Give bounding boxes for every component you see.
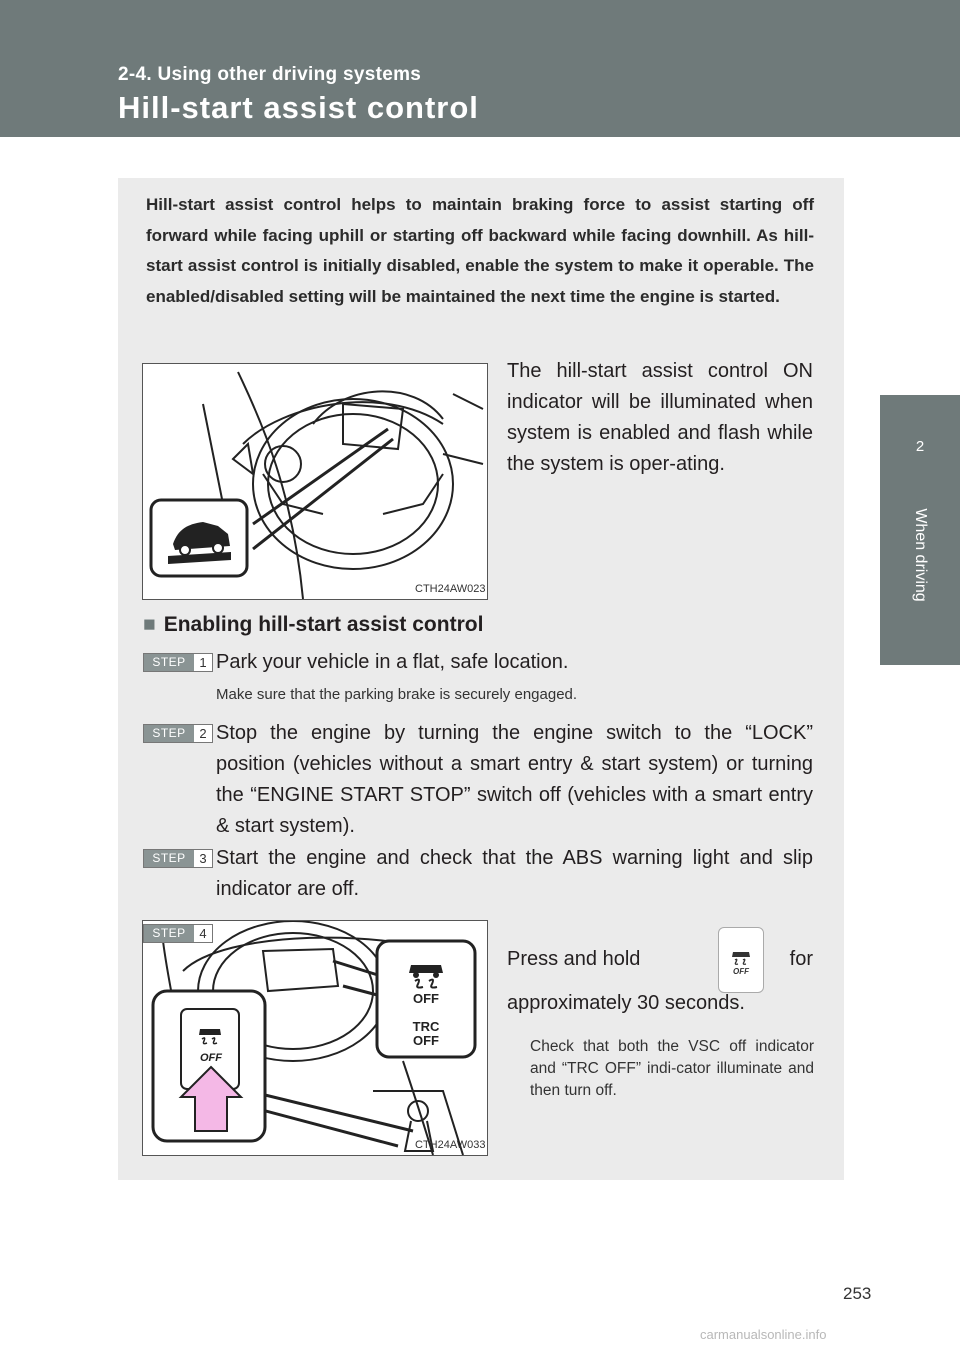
step-number: 2 bbox=[199, 726, 207, 741]
step-4-note: Check that both the VSC off indicator and “TRC OFF” indi-cator illuminate and then turn off. bbox=[530, 1038, 814, 1099]
trc-off-indicator-label: OFF bbox=[413, 1033, 439, 1048]
indicator-description: The hill-start assist control ON indicator will be illuminated when system is enabled and flash while the system is oper-ating. bbox=[507, 360, 813, 475]
intro-paragraph: Hill-start assist control helps to maintain braking force to assist starting off forward while facing uphill or starting off backward while facing downhill. As hill-start assist control is initially disabled, enable the system to make it operable. The enabled/disabled setting will be maintained the next time the engine is started. bbox=[146, 195, 814, 306]
vsc-off-indicator-label: OFF bbox=[413, 991, 439, 1006]
figure-code: CTH24AW033 bbox=[415, 1139, 486, 1151]
trc-indicator-label: TRC bbox=[412, 1019, 440, 1034]
chapter-number: 2 bbox=[915, 438, 925, 455]
step-1-badge bbox=[143, 653, 213, 672]
step-4-press-line-2: approximately 30 seconds. bbox=[507, 992, 745, 1014]
vsc-off-switch-label: OFF bbox=[733, 967, 749, 976]
chapter-side-tab[interactable] bbox=[880, 395, 960, 665]
step-1-text: Park your vehicle in a flat, safe location. bbox=[216, 651, 569, 673]
section-label: 2-4. Using other driving systems bbox=[118, 64, 422, 85]
step-word: STEP bbox=[144, 925, 194, 942]
press-after-text: for bbox=[789, 948, 813, 970]
page-title: Hill-start assist control bbox=[118, 90, 479, 125]
step-3-text: Start the engine and check that the ABS warning light and slip indicator are off. bbox=[216, 847, 813, 900]
heading-text: Enabling hill-start assist control bbox=[163, 613, 484, 636]
step-3-badge bbox=[143, 849, 213, 868]
vsc-off-button-label: OFF bbox=[200, 1052, 222, 1064]
enabling-heading bbox=[143, 613, 483, 637]
step-word: STEP bbox=[144, 725, 194, 742]
step-2-badge bbox=[143, 724, 213, 743]
step-2-text: Stop the engine by turning the engine switch to the “LOCK” position (vehicles without a smart entry & start system) or turning the “ENGINE START STOP” switch off (vehicles with a smart entry & start system). bbox=[216, 722, 813, 837]
vsc-off-switch-icon bbox=[718, 927, 764, 993]
step-word: STEP bbox=[144, 850, 194, 867]
step-number: 3 bbox=[199, 851, 207, 866]
heading-marker: ■ bbox=[143, 613, 156, 636]
step-4-badge bbox=[143, 924, 213, 943]
footer-watermark: carmanualsonline.info bbox=[700, 1327, 827, 1342]
step-number: 4 bbox=[199, 926, 207, 941]
switch-location-illustration bbox=[143, 921, 487, 1155]
figure-vsc-off-switch bbox=[142, 920, 488, 1156]
figure-code: CTH24AW023 bbox=[415, 583, 486, 595]
page-number: 253 bbox=[843, 1284, 872, 1303]
step-number: 1 bbox=[199, 655, 207, 670]
step-4-press-line bbox=[507, 944, 813, 975]
header-band bbox=[0, 0, 960, 137]
press-before-text: Press and hold bbox=[507, 948, 641, 970]
step-1-note: Make sure that the parking brake is securely engaged. bbox=[216, 686, 578, 703]
step-word: STEP bbox=[144, 654, 194, 671]
dashboard-illustration bbox=[143, 364, 487, 599]
chapter-label: When driving bbox=[912, 508, 929, 602]
figure-dashboard-indicator bbox=[142, 363, 488, 600]
